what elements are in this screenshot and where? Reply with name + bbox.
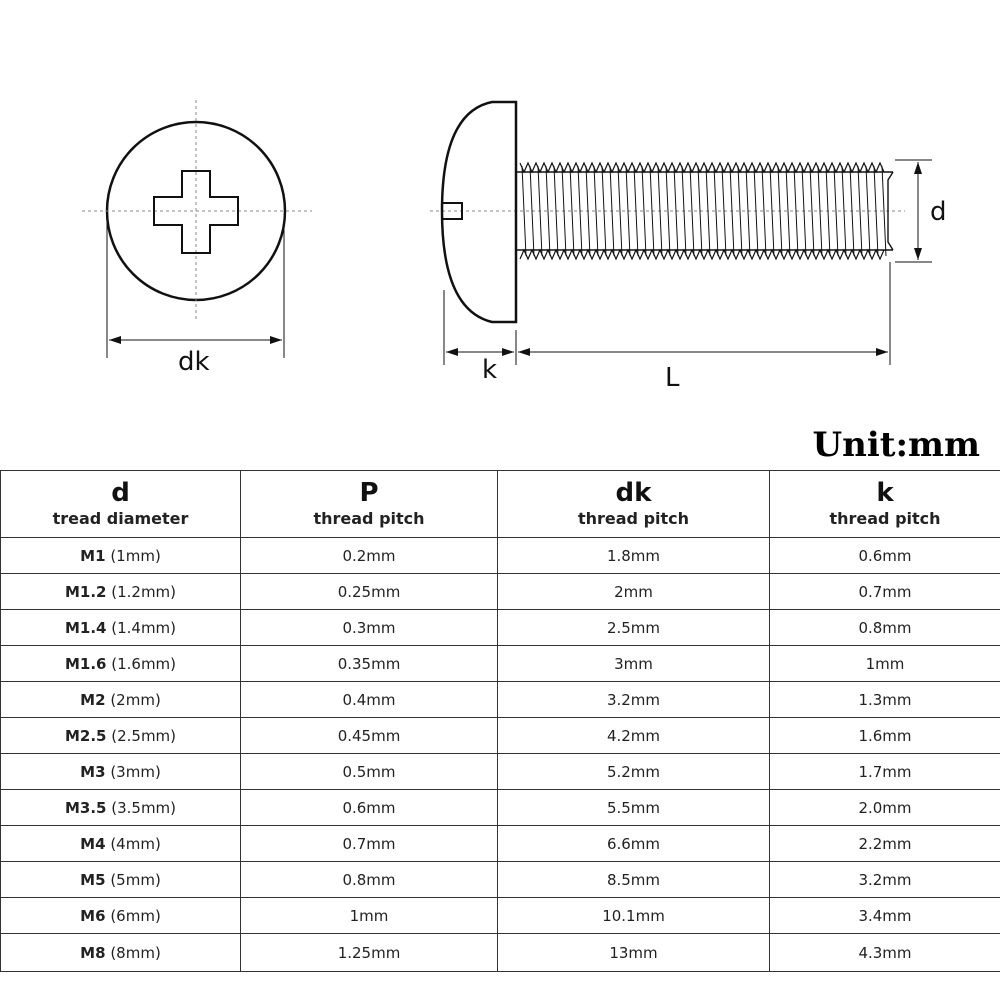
cell-pitch: 0.5mm — [241, 754, 498, 790]
label-dk: dk — [178, 347, 210, 377]
cell-k: 0.8mm — [770, 610, 1000, 646]
label-k: k — [482, 355, 498, 385]
cell-dk: 5.5mm — [498, 790, 770, 826]
size-diameter: (1.6mm) — [111, 654, 177, 673]
label-d: d — [930, 197, 947, 227]
size-code: M2 — [80, 690, 106, 709]
table-row — [1, 790, 1000, 826]
screw-side-view — [430, 102, 932, 365]
cell-dk: 8.5mm — [498, 862, 770, 898]
table-row — [1, 754, 1000, 790]
cell-thread-size — [1, 862, 241, 898]
table-row — [1, 826, 1000, 862]
cell-pitch: 0.4mm — [241, 682, 498, 718]
size-code: M6 — [80, 906, 106, 925]
screw-head-profile — [442, 102, 516, 322]
header-subtitle: thread pitch — [313, 509, 425, 528]
cell-k: 1.6mm — [770, 718, 1000, 754]
cell-pitch: 0.35mm — [241, 646, 498, 682]
size-diameter: (6mm) — [110, 906, 161, 925]
cell-k: 4.3mm — [770, 934, 1000, 972]
unit-label: Unit:mm — [812, 425, 980, 465]
cell-thread-size — [1, 898, 241, 934]
cell-pitch: 0.6mm — [241, 790, 498, 826]
size-code: M1.6 — [64, 654, 107, 673]
cell-thread-size — [1, 682, 241, 718]
cell-pitch: 1.25mm — [241, 934, 498, 972]
cell-dk: 1.8mm — [498, 538, 770, 574]
cell-thread-size — [1, 790, 241, 826]
cell-dk: 10.1mm — [498, 898, 770, 934]
screw-head-top-view — [82, 100, 312, 358]
header-symbol: d — [111, 478, 130, 508]
header-subtitle: thread pitch — [577, 509, 690, 528]
cell-dk: 2.5mm — [498, 610, 770, 646]
cell-pitch: 0.25mm — [241, 574, 498, 610]
table-row — [1, 610, 1000, 646]
table-row — [1, 898, 1000, 934]
cell-dk: 5.2mm — [498, 754, 770, 790]
size-diameter: (2mm) — [110, 690, 161, 709]
cell-thread-size — [1, 610, 241, 646]
table-header-row — [1, 471, 1000, 538]
cell-pitch: 0.3mm — [241, 610, 498, 646]
size-code: M3.5 — [64, 798, 107, 817]
cell-k: 1mm — [770, 646, 1000, 682]
cell-dk: 3mm — [498, 646, 770, 682]
table-row — [1, 574, 1000, 610]
cell-dk: 13mm — [498, 934, 770, 972]
cell-k: 2.0mm — [770, 790, 1000, 826]
specification-table — [0, 470, 1000, 972]
screw-dimension-drawing — [0, 0, 1000, 430]
cell-thread-size — [1, 646, 241, 682]
cell-k: 3.4mm — [770, 898, 1000, 934]
table-row — [1, 862, 1000, 898]
table-row — [1, 538, 1000, 574]
size-diameter: (2.5mm) — [111, 726, 177, 745]
cell-pitch: 0.8mm — [241, 862, 498, 898]
cell-dk: 4.2mm — [498, 718, 770, 754]
cell-k: 2.2mm — [770, 826, 1000, 862]
size-diameter: (8mm) — [110, 943, 161, 962]
size-diameter: (3.5mm) — [111, 798, 177, 817]
table-row — [1, 682, 1000, 718]
table-row — [1, 646, 1000, 682]
table-row — [1, 718, 1000, 754]
cell-pitch: 0.2mm — [241, 538, 498, 574]
size-code: M2.5 — [64, 726, 107, 745]
size-diameter: (1.4mm) — [111, 618, 177, 637]
size-diameter: (5mm) — [110, 870, 161, 889]
cell-k: 1.7mm — [770, 754, 1000, 790]
header-dk — [498, 471, 770, 538]
cell-k: 1.3mm — [770, 682, 1000, 718]
cell-thread-size — [1, 754, 241, 790]
cell-dk: 2mm — [498, 574, 770, 610]
table-body — [1, 538, 1000, 972]
header-d — [1, 471, 241, 538]
header-symbol: k — [876, 478, 894, 508]
cell-dk: 3.2mm — [498, 682, 770, 718]
cell-thread-size — [1, 574, 241, 610]
cell-k: 0.7mm — [770, 574, 1000, 610]
size-diameter: (4mm) — [110, 834, 161, 853]
header-symbol: P — [359, 478, 379, 508]
header-p — [241, 471, 498, 538]
cell-dk: 6.6mm — [498, 826, 770, 862]
cell-thread-size — [1, 934, 241, 972]
header-symbol: dk — [615, 478, 652, 508]
size-code: M5 — [80, 870, 106, 889]
size-code: M1.4 — [64, 618, 107, 637]
cell-pitch: 0.7mm — [241, 826, 498, 862]
header-k — [770, 471, 1000, 538]
size-code: M1.2 — [64, 582, 107, 601]
cell-thread-size — [1, 826, 241, 862]
cell-thread-size — [1, 538, 241, 574]
table-row — [1, 934, 1000, 972]
cell-thread-size — [1, 718, 241, 754]
size-diameter: (1mm) — [110, 546, 161, 565]
cell-k: 3.2mm — [770, 862, 1000, 898]
header-subtitle: tread diameter — [52, 509, 189, 528]
size-code: M1 — [80, 546, 106, 565]
screw-thread — [516, 163, 893, 259]
cell-pitch: 1mm — [241, 898, 498, 934]
size-code: M4 — [80, 834, 106, 853]
label-L: L — [665, 363, 680, 393]
cell-k: 0.6mm — [770, 538, 1000, 574]
size-code: M3 — [80, 762, 106, 781]
header-subtitle: thread pitch — [829, 509, 941, 528]
size-diameter: (1.2mm) — [111, 582, 177, 601]
size-code: M8 — [80, 943, 106, 962]
size-diameter: (3mm) — [110, 762, 161, 781]
cell-pitch: 0.45mm — [241, 718, 498, 754]
